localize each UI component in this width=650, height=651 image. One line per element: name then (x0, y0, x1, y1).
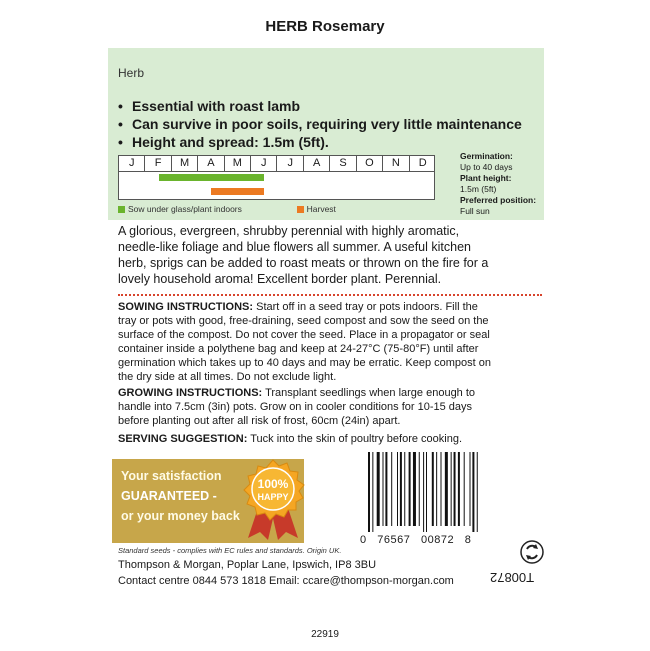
harvest-legend-label: Harvest (306, 204, 336, 214)
bullet-item: • Essential with roast lamb (118, 98, 301, 114)
barcode-bar (451, 452, 452, 526)
growing-section (118, 386, 496, 428)
germination-value: Up to 40 days (460, 162, 513, 172)
barcode-bar (385, 452, 387, 526)
barcode-bar (470, 452, 471, 526)
barcode-bar (432, 452, 434, 526)
guarantee-text (121, 466, 240, 526)
serving-heading: SERVING SUGGESTION: (118, 433, 248, 445)
barcode-bar (454, 452, 456, 526)
barcode-bar (404, 452, 405, 526)
month-label: J (278, 156, 304, 171)
serving-text: Tuck into the skin of poultry before cooking. (250, 433, 462, 445)
month-label: S (330, 156, 356, 171)
month-label: M (172, 156, 198, 171)
month-label: J (251, 156, 277, 171)
barcode-bar (377, 452, 380, 526)
month-label: J (119, 156, 145, 171)
month-label: F (145, 156, 171, 171)
standard-note: Standard seeds - complies with EC rules and standards. Origin UK. (118, 546, 342, 555)
barcode-bar (464, 452, 465, 526)
recycle-icon (520, 540, 544, 564)
sowing-section (118, 300, 496, 384)
happy-badge-icon (240, 458, 306, 542)
barcode-bar (383, 452, 384, 526)
barcode-bar (391, 452, 392, 526)
sow-period-bar (159, 174, 265, 181)
sow-legend-label: Sow under glass/plant indoors (128, 204, 242, 214)
position-value: Full sun (460, 206, 490, 216)
position-label: Preferred position: (460, 195, 537, 205)
barcode-bar (409, 452, 411, 526)
harvest-swatch (297, 206, 304, 213)
bullet-item: • Can survive in poor soils, requiring very little maintenance (118, 116, 522, 132)
plant-info (460, 151, 536, 217)
barcode-bar (397, 452, 398, 526)
bullet-text: Height and spread: 1.5m (5ft). (132, 134, 329, 150)
footer-number: 22919 (311, 629, 339, 640)
month-label: A (304, 156, 330, 171)
month-label: D (418, 157, 427, 169)
product-code: T00872 (490, 570, 535, 585)
barcode-bar (472, 452, 474, 532)
bullet-text: Essential with roast lamb (132, 98, 301, 114)
height-value: 1.5m (5ft) (460, 184, 497, 194)
calendar-divider (119, 171, 434, 172)
address-line: Thompson & Morgan, Poplar Lane, Ipswich, IP8 3BU (118, 559, 377, 571)
barcode-bar (400, 452, 402, 526)
page-title: HERB Rosemary (265, 18, 385, 35)
growing-heading: GROWING INSTRUCTIONS: (118, 387, 263, 399)
barcode-bar (441, 452, 442, 526)
barcode-bar (368, 452, 370, 532)
sowing-calendar (118, 155, 435, 200)
calendar-legend (118, 204, 336, 214)
sowing-text: Start off in a seed tray or pots indoors. Fill the tray or pots with good, free-draining, seed compost and sow the seed on the surface of the compost. Do not cover the seed. Place in a propagator or seal container inside a polythene bag and keep at 24-27°C (75-80°F) until after germination which takes up to 40 days and may be erratic. Keep compost on the dry side at all times. Do not exclude light. (118, 301, 491, 383)
height-label: Plant height: (460, 173, 512, 183)
growing-text: Transplant seedlings when large enough to handle into 7.5cm (3in) pots. Grow on in cooler conditions for 10-15 days before planting out after all risk of frost, 60cm (24in) apart. (118, 387, 476, 427)
barcode-bar (419, 452, 420, 526)
badge-bottom-text: HAPPY (257, 492, 289, 502)
guarantee-line1: Your satisfaction (121, 469, 222, 483)
barcode-bar (458, 452, 460, 526)
bullet-text: Can survive in poor soils, requiring very little maintenance (132, 116, 522, 132)
barcode-bar (477, 452, 478, 532)
month-label: O (357, 156, 383, 171)
month-label: N (383, 156, 409, 171)
serving-section (118, 432, 496, 446)
harvest-period-bar (211, 188, 264, 195)
contact-line: Contact centre 0844 573 1818 Email: ccare@thompson-morgan.com (118, 575, 454, 587)
barcode (360, 452, 515, 532)
category-label: Herb (118, 66, 145, 80)
dotted-divider (118, 294, 542, 296)
guarantee-line3: or your money back (121, 509, 240, 523)
barcode-bar (436, 452, 437, 526)
sowing-heading: SOWING INSTRUCTIONS: (118, 301, 254, 313)
barcode-bar (423, 452, 424, 532)
bullet-item: • Height and spread: 1.5m (5ft). (118, 134, 329, 150)
sow-swatch (118, 206, 125, 213)
company-address (118, 557, 454, 589)
barcode-bar (413, 452, 416, 526)
barcode-bar (426, 452, 427, 532)
month-label: A (198, 156, 224, 171)
description: A glorious, evergreen, shrubby perennial with highly aromatic, needle-like foliage and blue flowers all summer. A useful kitchen herb, sprigs can be added to roast meats or thrown on the fire for a lovely household aroma! Excellent border plant. Perennial. (118, 224, 489, 286)
barcode-digits: 0 76567 00872 8 (360, 534, 472, 546)
badge-top-text: 100% (257, 477, 289, 491)
guarantee-line2: GUARANTEED - (121, 489, 217, 503)
barcode-bar (445, 452, 448, 526)
germination-label: Germination: (460, 151, 513, 161)
barcode-bar (372, 452, 373, 532)
month-label: M (225, 156, 251, 171)
